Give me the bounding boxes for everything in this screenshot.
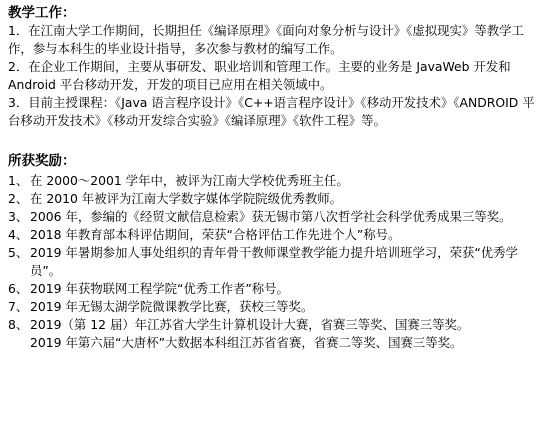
award-item-1 [8,172,535,190]
teaching-section-title: 教学工作： [8,5,76,21]
teaching-item-1: 1．在江南大学工作期间，长期担任《编译原理》《面向对象分析与设计》《虚拟现实》等教学工作，参与本科生的毕业设计指导，多次参与教材的编写工作。 [8,23,524,56]
award-item-5 [8,244,535,280]
award-text: 2019 年暑期参加人事处组织的青年骨干教师课堂教学能力提升培训班学习，荣获“优秀学员”。 [30,245,518,278]
award-text: 2019（第 12 届）年江苏省大学生计算机设计大赛，省赛三等奖、国赛三等奖。 [30,317,470,332]
award-text: 2019 年无锡太湖学院微课教学比赛，获校三等奖。 [30,299,314,314]
teaching-item-2: 2．在企业工作期间，主要从事研发、职业培训和管理工作。主要的业务是 JavaWeb 开发和 Android 平台移动开发，开发的项目已应用在相关领域中。 [8,59,511,92]
award-item-4 [8,226,535,244]
award-item-8-continuation: 2019 年第六届“大唐杯”大数据本科组江苏省省赛，省赛二等奖、国赛三等奖。 [30,335,463,350]
award-item-6 [8,280,535,298]
award-number: 5、 [8,245,29,260]
award-number: 2、 [8,191,29,206]
award-item-3 [8,208,535,226]
awards-list [8,172,535,334]
award-number: 3、 [8,209,29,224]
teaching-item-3: 3．目前主授课程：《Java 语言程序设计》《C++语言程序设计》《移动开发技术》《ANDROID 平台移动开发技术》《移动开发综合实验》《编译原理》《软件工程》等。 [8,95,535,128]
award-number: 7、 [8,299,29,314]
award-text: 2006 年，参编的《经贸文献信息检索》获无锡市第八次哲学社会科学优秀成果三等奖。 [30,209,512,224]
award-number: 6、 [8,281,29,296]
award-number: 8、 [8,317,29,332]
award-number: 4、 [8,227,29,242]
awards-section-title: 所获奖励： [8,153,76,169]
award-item-2 [8,190,535,208]
award-text: 2019 年获物联网工程学院“优秀工作者”称号。 [30,281,289,296]
teaching-section [8,22,535,130]
award-item-8 [8,316,535,334]
award-text: 2018 年教育部本科评估期间，荣获“合格评估工作先进个人”称号。 [30,227,401,242]
award-number: 1、 [8,173,29,188]
award-text: 在 2000～2001 学年中，被评为江南大学校优秀班主任。 [30,173,349,188]
award-text: 在 2010 年被评为江南大学数字媒体学院院级优秀教师。 [30,191,343,206]
award-item-7 [8,298,535,316]
